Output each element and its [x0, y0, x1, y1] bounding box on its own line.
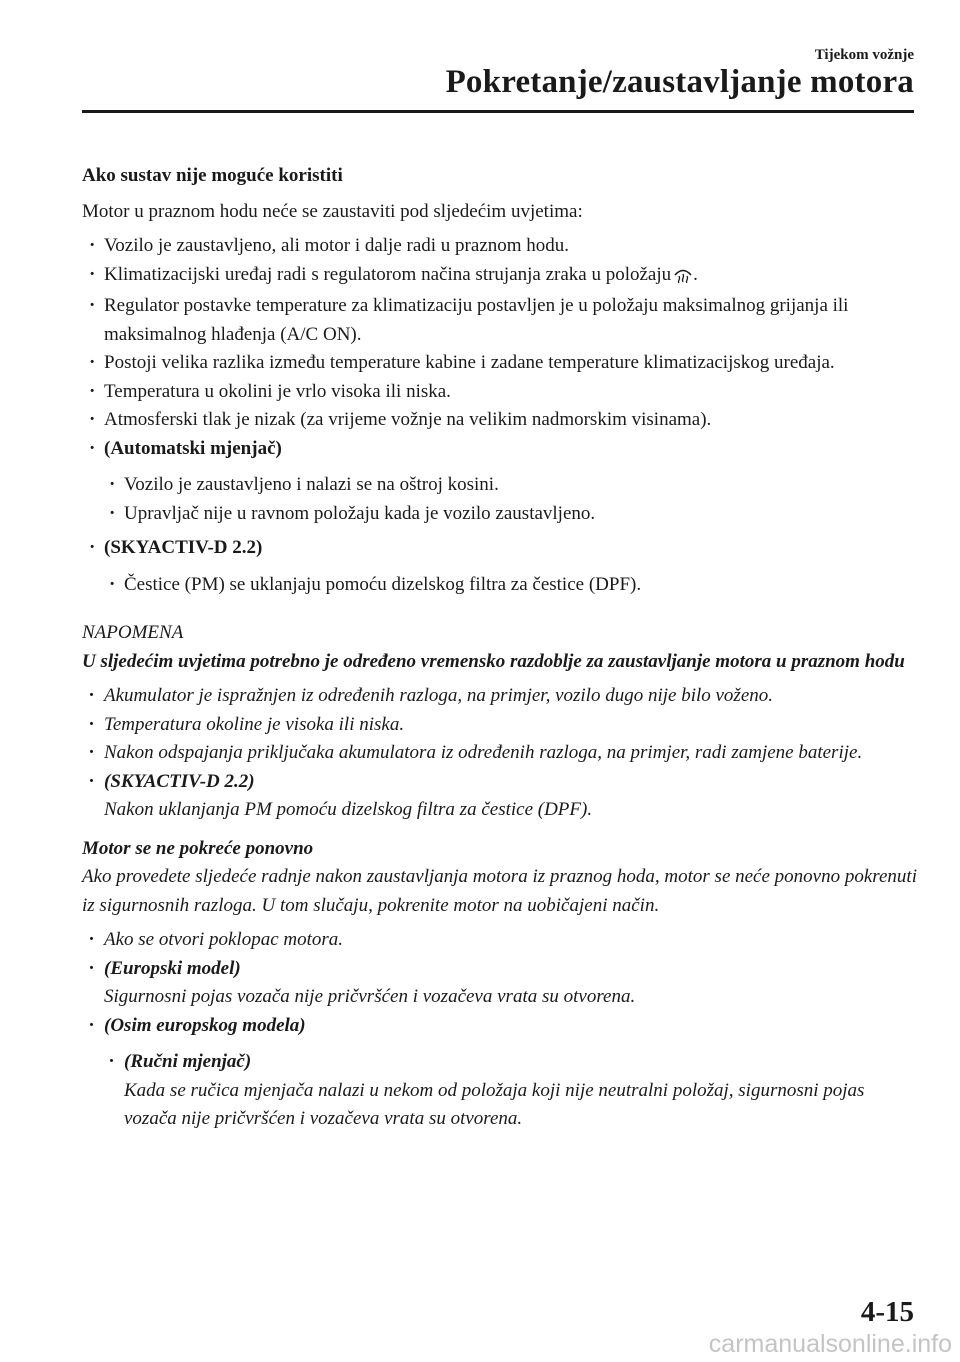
list-item: · Temperatura okoline je visoka ili niska. — [82, 711, 918, 740]
list-item — [82, 955, 918, 1012]
list-item: · Temperatura u okolini je vrlo visoka ili niska. — [82, 378, 918, 407]
list-item-text: Klimatizacijski uređaj radi s regulatorom načina strujanja zraka u položaju — [104, 263, 672, 285]
note-list — [82, 682, 918, 825]
note-skyactiv-label: (SKYACTIV-D 2.2) — [104, 770, 255, 792]
watermark: carmanualsonline.info — [708, 1330, 952, 1358]
section-heading: Ako sustav nije moguće koristiti — [82, 165, 343, 186]
automatic-transmission-list — [102, 471, 918, 528]
note-label: NAPOMENA — [82, 622, 184, 643]
list-item: · Akumulator je ispražnjen iz određenih razloga, na primjer, vozilo dugo nije bilo voženo. — [82, 682, 918, 711]
section-intro: Motor u praznom hodu neće se zaustaviti pod sljedećim uvjetima: — [82, 200, 583, 222]
list-item: · Postoji velika razlika između temperature kabine i zadane temperature klimatizacijskog uređaja. — [82, 349, 918, 378]
european-model-label: (Europski model) — [104, 957, 241, 979]
manual-transmission-text: Kada se ručica mjenjača nalazi u nekom od položaja koji nije neutralni položaj, sigurnosni pojas vozača nije pričvršćen i vozačeva vrata su otvorena. — [124, 1079, 865, 1129]
restart-list — [82, 926, 918, 1040]
skyactiv-label: · (SKYACTIV-D 2.2) — [82, 534, 918, 563]
automatic-transmission-label: · (Automatski mjenjač) — [82, 435, 918, 464]
list-item: · Ako se otvori poklopac motora. — [82, 926, 918, 955]
list-item — [102, 1048, 918, 1134]
list-item: · Regulator postavke temperature za klimatizaciju postavljen je u položaju maksimalnog grijanja ili maksimalnog hlađenja (A/C ON). — [82, 292, 918, 349]
page-number: 4-15 — [860, 1296, 914, 1328]
list-item: · Vozilo je zaustavljeno, ali motor i dalje radi u praznom hodu. — [82, 232, 918, 261]
non-european-model-label: · (Osim europskog modela) — [82, 1012, 918, 1041]
manual-transmission-list — [102, 1048, 918, 1134]
restart-heading: Motor se ne pokreće ponovno — [82, 837, 314, 859]
european-model-text: Sigurnosni pojas vozača nije pričvršćen i vozačeva vrata su otvorena. — [104, 986, 636, 1007]
skyactiv-group — [82, 534, 918, 563]
section-label: Tijekom vožnje — [814, 47, 914, 63]
windshield-defroster-icon — [673, 264, 693, 293]
list-item: · Nakon odspajanja priključaka akumulatora iz određenih razloga, na primjer, radi zamjene baterije. — [82, 739, 918, 768]
list-item: · Vozilo je zaustavljeno i nalazi se na oštroj kosini. — [102, 471, 918, 500]
restart-text: Ako provedete sljedeće radnje nakon zaustavljanja motora iz praznog hoda, motor se neće ponovno pokrenuti iz sigurnosnih razloga. U tom slučaju, pokrenite motor na uobičajeni način. — [82, 866, 917, 916]
page-title: Pokretanje/zaustavljanje motora — [445, 64, 914, 100]
condition-list — [82, 232, 918, 463]
list-item: · Čestice (PM) se uklanjaju pomoću dizelskog filtra za čestice (DPF). — [102, 571, 918, 600]
list-item: · Upravljač nije u ravnom položaju kada je vozilo zaustavljeno. — [102, 500, 918, 529]
list-item — [82, 768, 918, 825]
list-item: · Atmosferski tlak je nizak (za vrijeme vožnje na velikim nadmorskim visinama). — [82, 406, 918, 435]
page-body — [82, 162, 918, 1140]
list-item-suffix: . — [693, 263, 698, 285]
skyactiv-list — [102, 571, 918, 600]
list-item — [82, 261, 918, 293]
note-heading: U sljedećim uvjetima potrebno je određeno vremensko razdoblje za zaustavljanje motora u praznom hodu — [82, 650, 905, 672]
note-skyactiv-text: Nakon uklanjanja PM pomoću dizelskog filtra za čestice (DPF). — [104, 799, 593, 820]
header-rule — [82, 110, 914, 113]
manual-transmission-label: (Ručni mjenjač) — [124, 1051, 252, 1072]
